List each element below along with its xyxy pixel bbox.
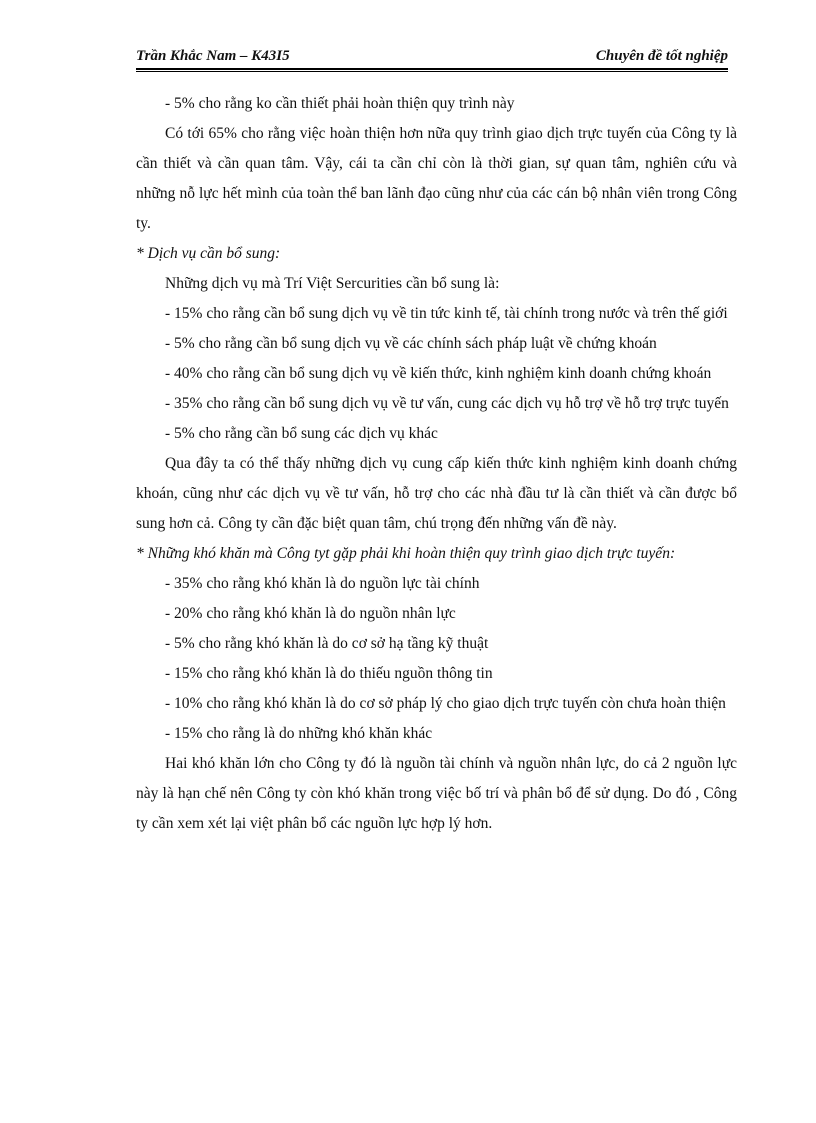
list-item: - 35% cho rằng khó khăn là do nguồn lực tài chính (165, 575, 480, 592)
section-heading: * Những khó khăn mà Công tyt gặp phải khi hoàn thiện quy trình giao dịch trực tuyến: (136, 545, 676, 562)
list-item: - 20% cho rằng khó khăn là do nguồn nhân lực (165, 605, 456, 622)
header-author: Trần Khắc Nam – K43I5 (136, 48, 290, 64)
paragraph: Những dịch vụ mà Trí Việt Sercurities cần bổ sung là: (165, 275, 500, 292)
list-item: - 5% cho rằng khó khăn là do cơ sở hạ tầng kỹ thuật (165, 635, 489, 652)
section-heading: * Dịch vụ cần bổ sung: (136, 245, 281, 262)
list-item: - 5% cho rằng cần bổ sung dịch vụ về các chính sách pháp luật về chứng khoán (165, 335, 657, 352)
list-item: - 35% cho rằng cần bổ sung dịch vụ về tư vấn, cung các dịch vụ hỗ trợ về hỗ trợ trực tuyến (165, 395, 729, 412)
header-rule (136, 68, 728, 70)
list-item: - 15% cho rằng khó khăn là do thiếu nguồn thông tin (165, 665, 493, 682)
list-item: - 15% cho rằng cần bổ sung dịch vụ về tin tức kinh tế, tài chính trong nước và trên thế giới (165, 305, 728, 322)
page-header (136, 46, 728, 70)
header-rule-thin (136, 71, 728, 72)
list-item: - 10% cho rằng khó khăn là do cơ sở pháp lý cho giao dịch trực tuyến còn chưa hoàn thiện (165, 695, 726, 712)
paragraph: - 5% cho rằng ko cần thiết phải hoàn thiện quy trình này (165, 95, 515, 112)
paragraph: Hai khó khăn lớn cho Công ty đó là nguồn tài chính và nguồn nhân lực, do cả 2 nguồn lực này là hạn chế nên Công ty còn khó khăn trong việc bố trí và phân bổ để sử dụng. Do đó , Công ty cần xem xét lại việt phân bổ các nguồn lực hợp lý hơn. (136, 755, 737, 832)
list-item: - 40% cho rằng cần bổ sung dịch vụ về kiến thức, kinh nghiệm kinh doanh chứng khoán (165, 365, 712, 382)
list-item: - 15% cho rằng là do những khó khăn khác (165, 725, 433, 742)
document-body (136, 89, 737, 839)
paragraph: Qua đây ta có thể thấy những dịch vụ cung cấp kiến thức kinh nghiệm kinh doanh chứng khoán, cũng như các dịch vụ về tư vấn, hỗ trợ cho các nhà đầu tư là cần thiết và cần được bổ sung hơn cả. Công ty cần đặc biệt quan tâm, chú trọng đến những vấn đề này. (136, 455, 737, 532)
paragraph: Có tới 65% cho rằng việc hoàn thiện hơn nữa quy trình giao dịch trực tuyến của Công ty là cần thiết và cần quan tâm. Vậy, cái ta cần chỉ còn là thời gian, sự quan tâm, nghiên cứu và những nỗ lực hết mình của toàn thể ban lãnh đạo cũng như của các cán bộ nhân viên trong Công ty. (136, 125, 737, 232)
header-title: Chuyên đề tốt nghiệp (595, 48, 728, 64)
list-item: - 5% cho rằng cần bổ sung các dịch vụ khác (165, 425, 438, 442)
